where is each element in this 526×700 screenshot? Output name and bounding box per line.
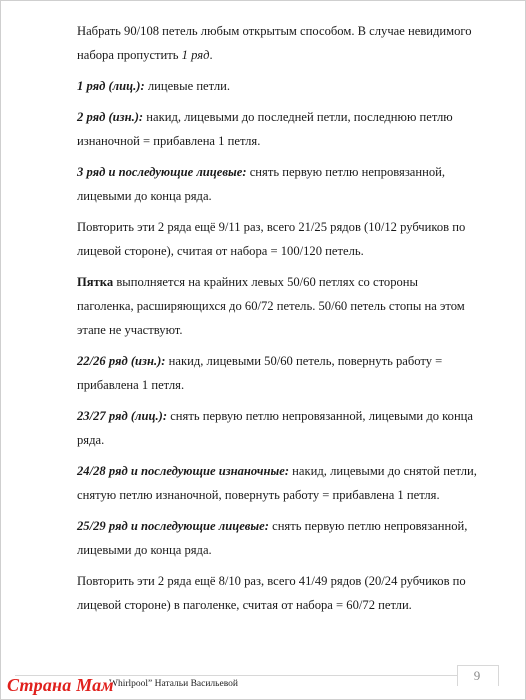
row-heading: 1 ряд (лиц.): bbox=[77, 79, 145, 93]
paragraph-tail: . bbox=[209, 48, 213, 62]
paragraph-text: Набрать 90/108 петель любым открытым способом. В случае невидимого набора пропустить bbox=[77, 24, 472, 62]
row-heading: 3 ряд и последующие лицевые: bbox=[77, 165, 247, 179]
footer-title: Whirlpool” Натальи Васильевой bbox=[109, 679, 238, 689]
row-heading: 25/29 ряд и последующие лицевые: bbox=[77, 519, 269, 533]
paragraph-row-24-28 bbox=[77, 459, 477, 507]
paragraph-row-23-27 bbox=[77, 404, 477, 452]
paragraph-row-2 bbox=[77, 105, 477, 153]
paragraph-cast-on bbox=[77, 19, 477, 67]
paragraph-row-25-29 bbox=[77, 514, 477, 562]
paragraph-row-22-26 bbox=[77, 349, 477, 397]
paragraph-row-1 bbox=[77, 74, 477, 98]
paragraph-text: Повторить эти 2 ряда ещё 9/11 раз, всего 21/25 рядов (10/12 рубчиков по лицевой стороне), считая от набора = 100/120 петель. bbox=[77, 220, 466, 258]
page-number: 9 bbox=[473, 668, 481, 683]
row-text: накид, лицевыми до снятой петли, снятую петлю изнаночной, повернуть работу = прибавлена 1 петля. bbox=[77, 464, 477, 502]
page-content bbox=[77, 19, 477, 624]
row-heading: 23/27 ряд (лиц.): bbox=[77, 409, 168, 423]
row-text: снять первую петлю непровязанной, лицевыми до конца ряда. bbox=[77, 409, 474, 447]
site-watermark: Страна Мам bbox=[7, 675, 114, 695]
paragraph-row-3 bbox=[77, 160, 477, 208]
paragraph-text: Повторить эти 2 ряда ещё 8/10 раз, всего 41/49 рядов (20/24 рубчиков по лицевой стороне) в паголенке, считая от набора = 60/72 петли. bbox=[77, 574, 466, 612]
paragraph-heel bbox=[77, 270, 477, 342]
row-heading: 24/28 ряд и последующие изнаночные: bbox=[77, 464, 290, 478]
paragraph-repeat-1 bbox=[77, 215, 477, 263]
row-heading: 2 ряд (изн.): bbox=[77, 110, 144, 124]
row-heading: 22/26 ряд (изн.): bbox=[77, 354, 166, 368]
paragraph-text: выполняется на крайних левых 50/60 петлях со стороны паголенка, расширяющихся до 60/72 петель. 50/60 петель стопы на этом этапе не участвуют. bbox=[77, 275, 465, 337]
row-text: накид, лицевыми 50/60 петель, повернуть работу = прибавлена 1 петля. bbox=[77, 354, 443, 392]
row-text: накид, лицевыми до последней петли, последнюю петлю изнаночной = прибавлена 1 петля. bbox=[77, 110, 453, 148]
heel-heading: Пятка bbox=[77, 275, 114, 289]
paragraph-repeat-2 bbox=[77, 569, 477, 617]
paragraph-italic: 1 ряд bbox=[181, 48, 210, 62]
row-text: снять первую петлю непровязанной, лицевыми до конца ряда. bbox=[77, 165, 446, 203]
row-text: снять первую петлю непровязанной, лицевыми до конца ряда. bbox=[77, 519, 468, 557]
row-text: лицевые петли. bbox=[144, 79, 231, 93]
